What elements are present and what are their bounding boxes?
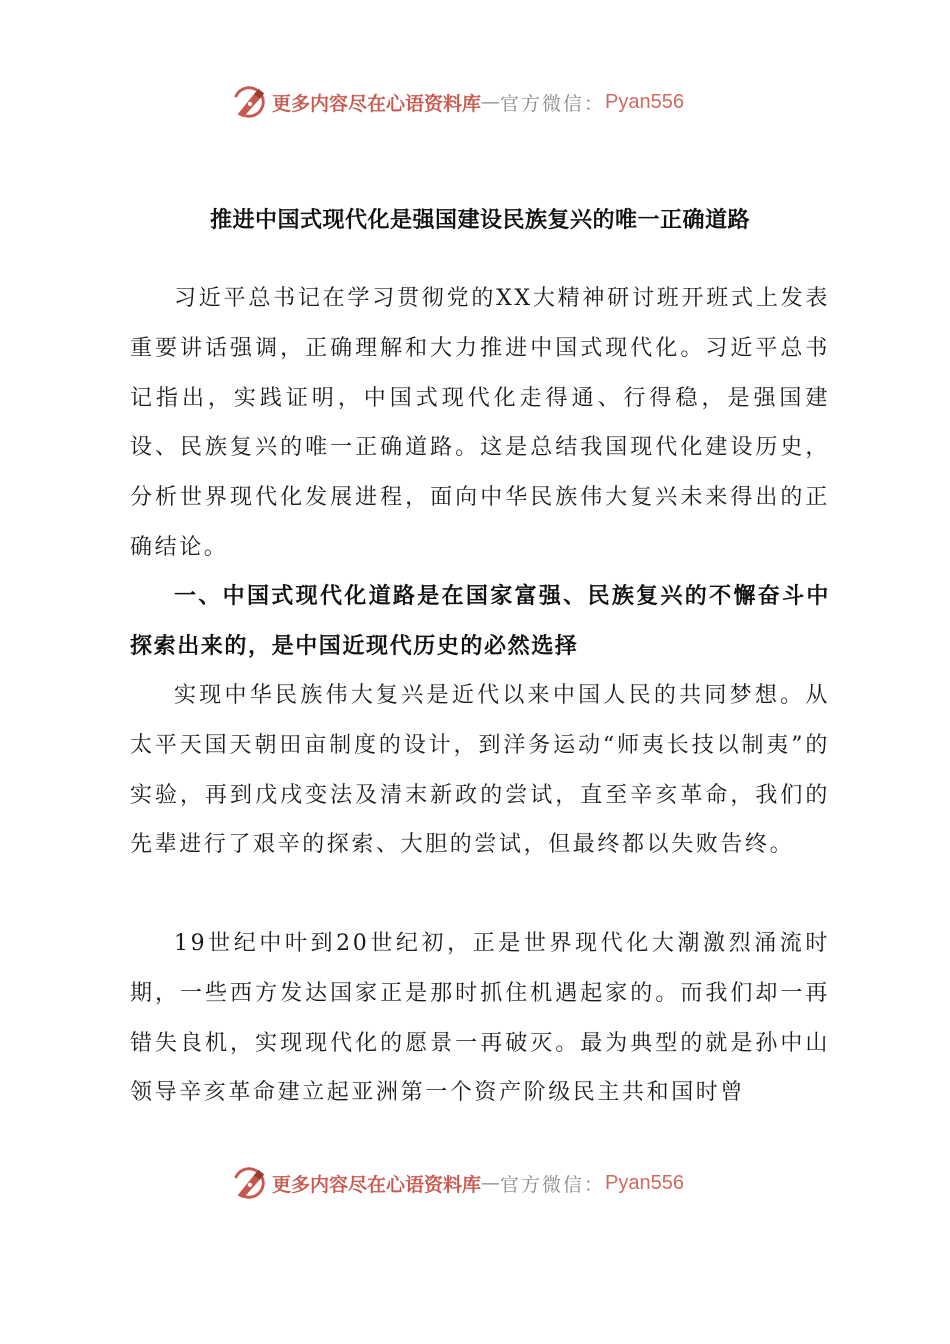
banner-main-text: 更多内容尽在心语资料库 xyxy=(272,92,482,115)
section-heading-1: 一、中国式现代化道路是在国家富强、民族复兴的不懈奋斗中探索出来的，是中国近现代历史的必然选择 xyxy=(130,584,830,659)
pen-nib-logo-icon xyxy=(230,1164,268,1202)
banner-main-text: 更多内容尽在心语资料库 xyxy=(272,1173,482,1196)
paragraph-intro: 习近平总书记在学习贯彻党的XX大精神研讨班开班式上发表重要讲话强调，正确理解和大力推进中国式现代化。习近平总书记指出，实践证明，中国式现代化走得通、行得稳，是强国建设、民族复兴的唯一正确道路。这是总结我国现代化建设历史，分析世界现代化发展进程，面向中华民族伟大复兴未来得出的正确结论。 xyxy=(130,286,830,560)
paragraph-history: 实现中华民族伟大复兴是近代以来中国人民的共同梦想。从太平天国天朝田亩制度的设计，到洋务运动“师夷长技以制夷”的实验，再到戊戌变法及清末新政的尝试，直至辛亥革命，我们的先辈进行了艰辛的探索、大胆的尝试，但最终都以失败告终。 xyxy=(130,683,830,858)
header-watermark-banner xyxy=(230,80,684,124)
banner-wechat-label: 官方微信： xyxy=(500,92,606,115)
banner-separator: — xyxy=(481,91,501,113)
footer-watermark-banner xyxy=(230,1161,684,1205)
banner-wechat-label: 官方微信： xyxy=(500,1173,606,1196)
document-title: 推进中国式现代化是强国建设民族复兴的唯一正确道路 xyxy=(209,208,750,233)
pen-nib-logo-icon xyxy=(230,83,268,121)
paragraph-nineteenth-century: 19世纪中叶到20世纪初，正是世界现代化大潮激烈涌流时期，一些西方发达国家正是那时抓住机遇起家的。而我们却一再错失良机，实现现代化的愿景一再破灭。最为典型的就是孙中山领导辛亥革命建立起亚洲第一个资产阶级民主共和国时曾 xyxy=(130,931,830,1106)
banner-wechat-id: Pyan556 xyxy=(605,90,684,113)
banner-separator: — xyxy=(481,1172,501,1194)
banner-wechat-id: Pyan556 xyxy=(605,1171,684,1194)
